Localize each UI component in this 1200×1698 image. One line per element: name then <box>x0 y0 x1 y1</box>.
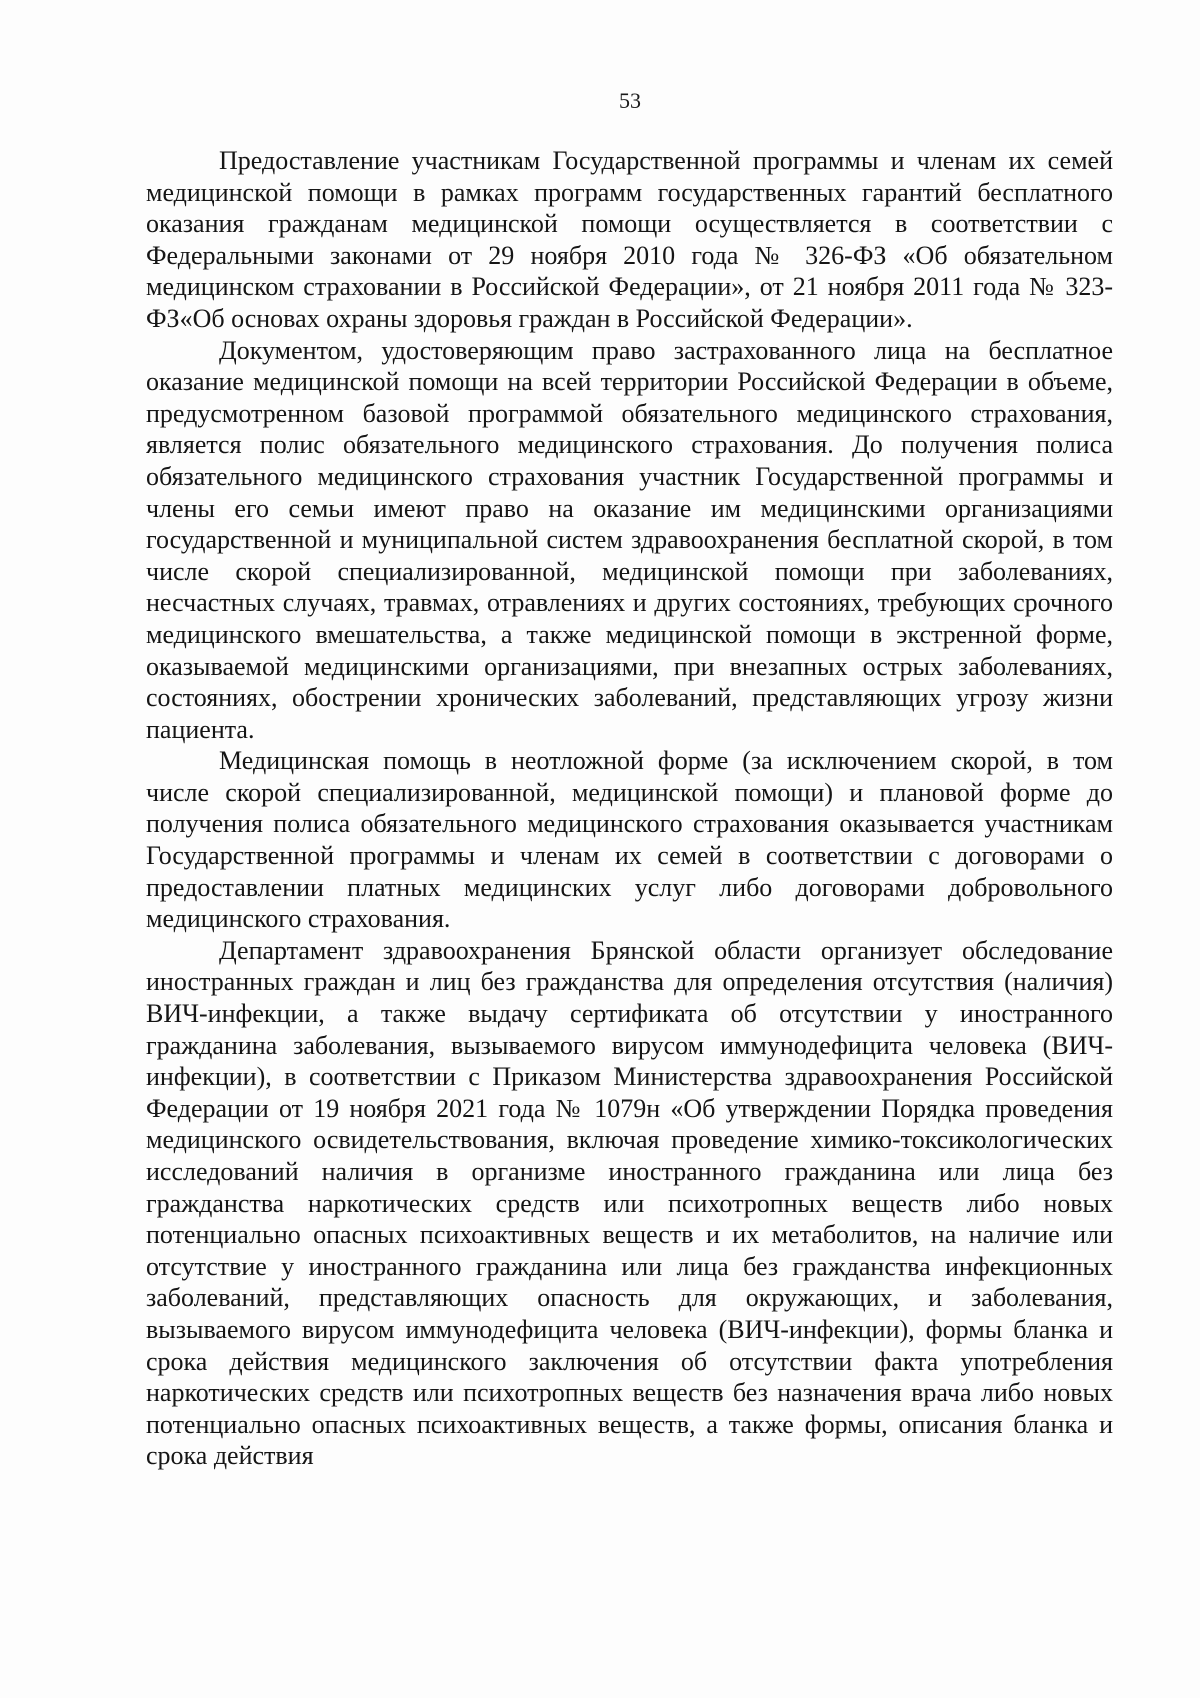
paragraph-hiv-examination: Департамент здравоохранения Брянской области организует обследование иностранных граждан и лиц без гражданства для определения отсутствия (наличия) ВИЧ-инфекции, а также выдачу сертификата об отсутствии у иностранного гражданина заболевания, вызываемого вирусом иммунодефицита человека (ВИЧ-инфекции), в соответствии с Приказом Министерства здравоохранения Российской Федерации от 19 ноября 2021 года № 1079н «Об утверждении Порядка проведения медицинского освидетельствования, включая проведение химико-токсикологических исследований наличия в организме иностранного гражданина или лица без гражданства наркотических средств или психотропных веществ либо новых потенциально опасных психоактивных веществ и их метаболитов, на наличие или отсутствие у иностранного гражданина или лица без гражданства инфекционных заболеваний, представляющих опасность для окружающих, и заболевания, вызываемого вирусом иммунодефицита человека (ВИЧ-инфекции), формы бланка и срока действия медицинского заключения об отсутствии факта употребления наркотических средств или психотропных веществ без назначения врача либо новых потенциально опасных психоактивных веществ, а также формы, описания бланка и срока действия <box>146 935 1113 1471</box>
paragraph-insurance-policy: Документом, удостоверяющим право застрахованного лица на бесплатное оказание медицинской помощи на всей территории Российской Федерации в объеме, предусмотренном базовой программой обязательного медицинского страхования, является полис обязательного медицинского страхования. До получения полиса обязательного медицинского страхования участник Государственной программы и члены его семьи имеют право на оказание им медицинскими организациями государственной и муниципальной систем здравоохранения бесплатной скорой, в том числе скорой специализированной, медицинской помощи при заболеваниях, несчастных случаях, травмах, отравлениях и других состояниях, требующих срочного медицинского вмешательства, а также медицинской помощи в экстренной форме, оказываемой медицинскими организациями, при внезапных острых заболеваниях, состояниях, обострении хронических заболеваний, представляющих угрозу жизни пациента. <box>146 335 1113 744</box>
paragraph-urgent-care: Медицинская помощь в неотложной форме (за исключением скорой, в том числе скорой специализированной, медицинской помощи) и плановой форме до получения полиса обязательного медицинского страхования оказывается участникам Государственной программы и членам их семей в соответствии с договорами о предоставлении платных медицинских услуг либо договорами добровольного медицинского страхования. <box>146 746 1113 934</box>
page-number: 53 <box>619 88 641 113</box>
document-body <box>146 145 1113 1472</box>
paragraph-medical-care-guarantees: Предоставление участникам Государственной программы и членам их семей медицинской помощи в рамках программ государственных гарантий бесплатного оказания гражданам медицинской помощи осуществляется в соответствии с Федеральными законами от 29 ноября 2010 года № 326-ФЗ «Об обязательном медицинском страховании в Российской Федерации», от 21 ноября 2011 года № 323-ФЗ«Об основах охраны здоровья граждан в Российской Федерации». <box>146 146 1113 333</box>
